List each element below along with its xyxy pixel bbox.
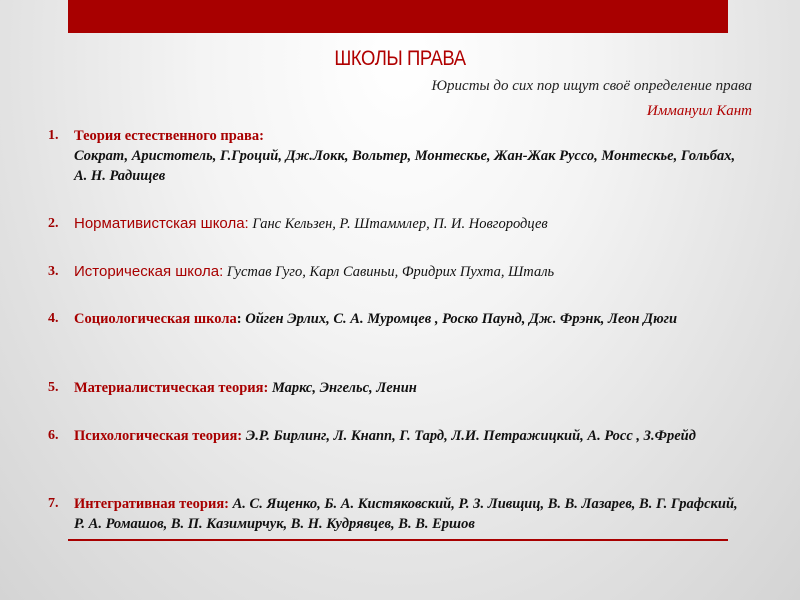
- school-names: Э.Р. Бирлинг, Л. Кнапп, Г. Тард, Л.И. Петражицкий, А. Росс , З.Фрейд: [245, 428, 696, 444]
- school-names: Ойген Эрлих, С. А. Муромцев , Роско Паунд, Дж. Фрэнк, Леон Дюги: [245, 311, 678, 327]
- item-number: 6.: [48, 428, 59, 443]
- top-banner: [68, 0, 728, 33]
- school-label: Теория естественного права:: [74, 128, 264, 144]
- item-number: 2.: [48, 216, 59, 231]
- school-label: Социологическая школа: [74, 311, 237, 327]
- school-names: Ганс Кельзен, Р. Штаммлер, П. И. Новгородцев: [252, 216, 548, 232]
- school-label: Историческая школа:: [74, 263, 224, 280]
- epigraph-quote: Юристы до сих пор ищут своё определение права: [431, 78, 752, 94]
- list-item-psychological: [48, 426, 748, 446]
- school-label: Нормативистская школа:: [74, 215, 249, 232]
- school-label: Материалистическая теория:: [74, 380, 269, 396]
- item-number: 5.: [48, 380, 59, 395]
- school-names: Сократ, Аристотель, Г.Гроций, Дж.Локк, Вольтер, Монтескье, Жан-Жак Руссо, Монтескье, Гольбах, А. Н. Радищев: [74, 148, 736, 184]
- item-number: 3.: [48, 264, 59, 279]
- school-label: Психологическая теория:: [74, 428, 243, 444]
- list-item-materialist: [48, 378, 748, 398]
- epigraph-author: Иммануил Кант: [646, 103, 752, 119]
- school-names: А. С. Ященко, Б. А. Кистяковский, Р. З. Ливщиц, В. В. Лазарев, В. Г. Графский, Р. А. Ромашов, В. П. Казимирчук, В. Н. Кудрявцев, В. В. Ершов: [74, 496, 738, 532]
- list-item-integrative: [48, 494, 748, 534]
- list-item-normativist: [48, 214, 748, 234]
- item-number: 7.: [48, 496, 59, 511]
- slide-title: ШКОЛЫ ПРАВА: [334, 47, 466, 70]
- school-label: Интегративная теория:: [74, 496, 229, 512]
- school-names: Маркс, Энгельс, Ленин: [271, 380, 417, 396]
- label-colon: :: [236, 311, 242, 327]
- list-item-natural-law: [48, 126, 748, 186]
- item-number: 1.: [48, 128, 59, 143]
- list-item-sociological: [48, 309, 748, 329]
- school-names: Густав Гуго, Карл Савиньи, Фридрих Пухта, Шталь: [226, 264, 555, 280]
- bottom-divider: [68, 539, 728, 541]
- item-number: 4.: [48, 311, 59, 326]
- list-item-historical: [48, 262, 748, 282]
